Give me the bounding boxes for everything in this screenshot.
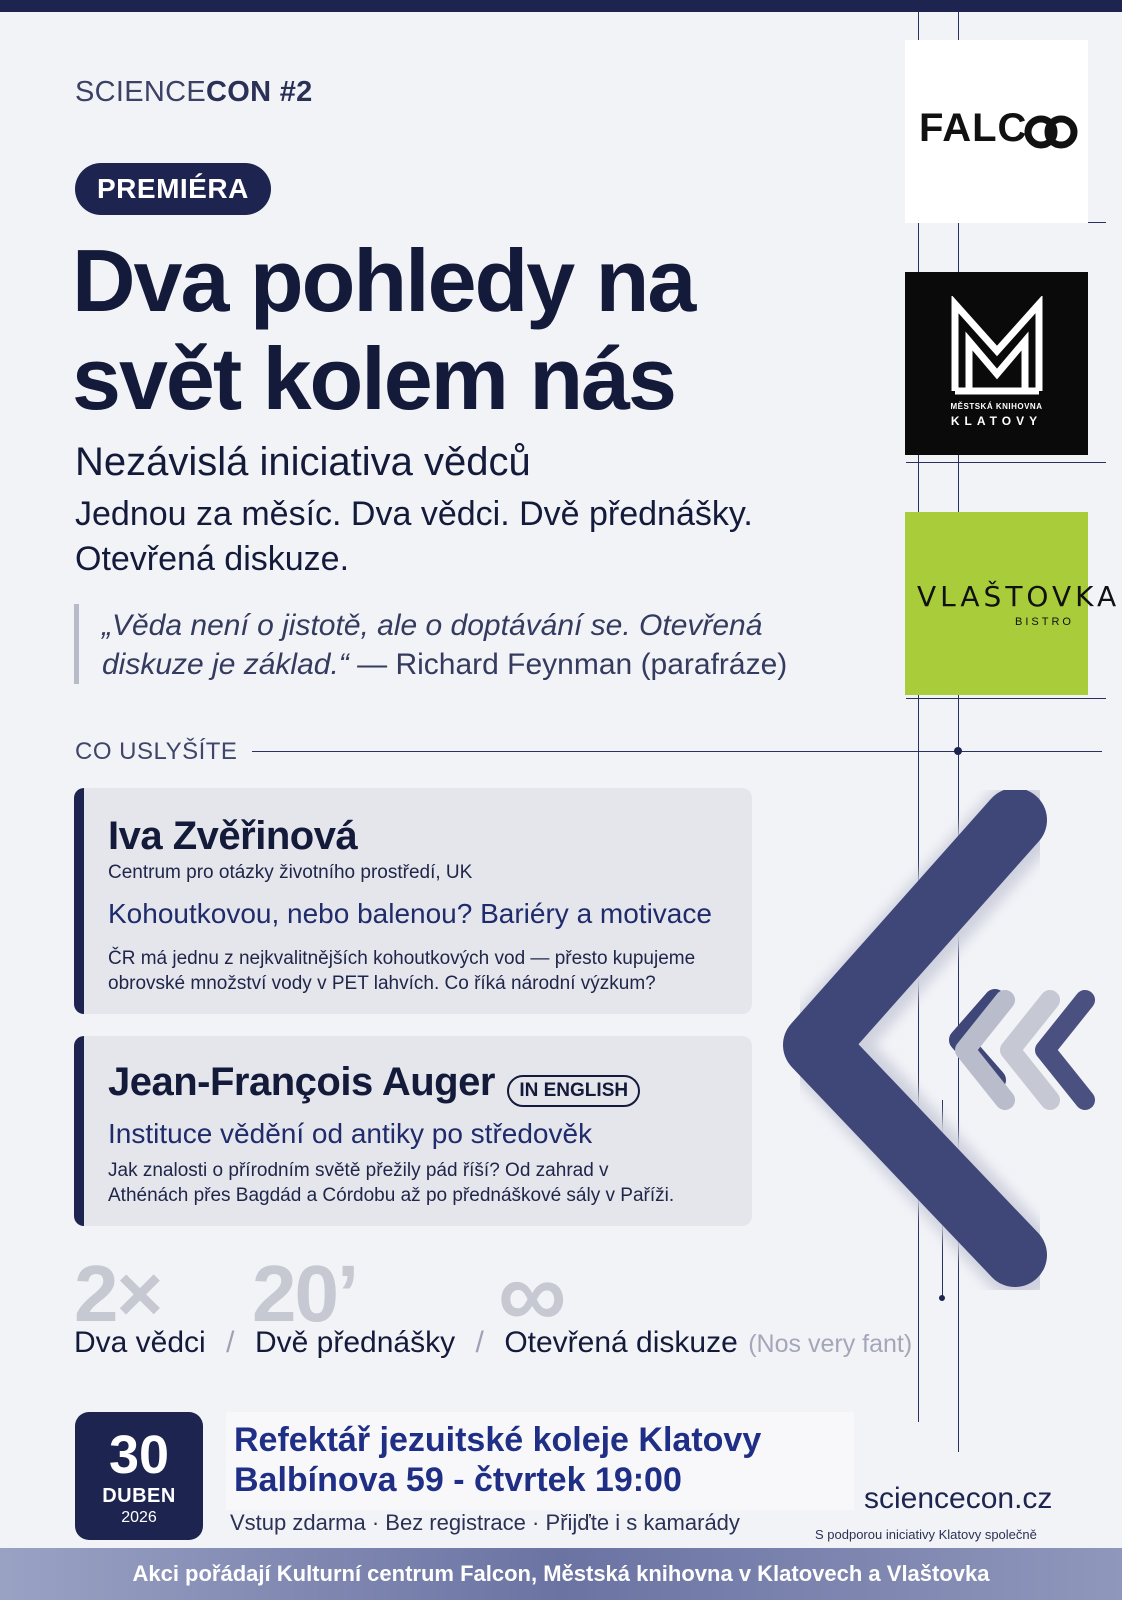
talk-description-line: Athénách přes Bagdád a Córdobu až po přednáškové sály v Paříži. <box>108 1185 675 1206</box>
talk-description-line: Jak znalosti o přírodním světě přežily pád říší? Od zahrad v <box>108 1160 609 1181</box>
venue-address-time: Balbínova 59 - čtvrtek 19:00 <box>234 1461 682 1499</box>
grid-line-horizontal <box>906 698 1106 699</box>
title-line-2: svět kolem nás <box>72 329 675 428</box>
quote-line-2: diskuze je základ.“ <box>102 648 349 681</box>
vlastovka-logo <box>905 512 1121 695</box>
date-day: 30 <box>108 1425 170 1485</box>
stat-talks-figure: 20’ <box>252 1249 358 1338</box>
tagline-line-2: Otevřená diskuze. <box>75 540 350 578</box>
library-logo-city: KLATOVY <box>950 414 1043 428</box>
falcon-logo-text: FALC <box>919 106 1028 150</box>
talk-description-line: obrovské množství vody v PET lahvích. Co říká národní výzkum? <box>108 973 656 994</box>
section-label: CO USLYŠÍTE <box>75 738 238 765</box>
speaker-heading <box>108 1060 640 1107</box>
library-logo-subtitle: MĚSTSKÁ KNIHOVNA <box>950 402 1043 411</box>
premiere-badge: PREMIÉRA <box>75 163 271 215</box>
falcon-link-mark-icon <box>1023 112 1079 152</box>
stat-scientists-figure: 2× <box>74 1249 162 1338</box>
vlastovka-logo-name: VLAŠTOVKA <box>917 580 1121 613</box>
speaker-name: Jean-François Auger <box>108 1060 495 1104</box>
language-badge: IN ENGLISH <box>507 1075 640 1107</box>
library-logo <box>905 272 1088 455</box>
double-chevron-left-icon <box>950 985 1100 1120</box>
quote <box>102 606 822 684</box>
vlastovka-logo-sub: BISTRO <box>1015 616 1074 628</box>
series-name-light: SCIENCE <box>75 76 207 108</box>
stat-note: (Nos very fant) <box>748 1330 913 1358</box>
stat-separator: / <box>226 1326 235 1359</box>
quote-line-1: „Věda není o jistotě, ale o doptávání se. Otevřená <box>102 609 763 642</box>
grid-line-horizontal <box>906 462 1106 463</box>
stat-label: Dvě přednášky <box>254 1326 456 1359</box>
grid-line-horizontal <box>252 751 1102 752</box>
quote-bar <box>74 604 79 684</box>
entry-info: Vstup zdarma · Bez registrace · Přijďte i s kamarády <box>230 1510 740 1535</box>
title-line-1: Dva pohledy na <box>72 231 695 330</box>
speaker-affiliation: Centrum pro otázky životního prostředí, UK <box>108 862 473 883</box>
talk-description-line: ČR má jednu z nejkvalitnějších kohoutkových vod — přesto kupujeme <box>108 948 696 969</box>
falcon-logo <box>905 40 1088 223</box>
date-month: DUBEN <box>102 1485 176 1507</box>
support-note: S podporou iniciativy Klatovy společně <box>815 1527 1037 1542</box>
venue-box <box>226 1412 854 1510</box>
stat-label: Dva vědci <box>74 1326 206 1359</box>
tagline <box>75 492 835 582</box>
stats-labels <box>74 1326 912 1360</box>
series-name-bold: CON #2 <box>206 76 313 108</box>
speaker-card <box>74 1036 752 1226</box>
organizers-footer: Akci pořádají Kulturní centrum Falcon, Městská knihovna v Klatovech a Vlaštovka <box>0 1548 1122 1600</box>
page-subtitle: Nezávislá iniciativa vědců <box>75 440 531 484</box>
grid-dot <box>939 1295 945 1301</box>
date-badge <box>75 1412 203 1540</box>
speaker-name: Iva Zvěřinová <box>108 814 358 858</box>
venue-name: Refektář jezuitské koleje Klatovy <box>234 1421 762 1459</box>
stat-label: Otevřená diskuze <box>504 1326 738 1359</box>
talk-title: Instituce vědění od antiky po středověk <box>108 1118 593 1149</box>
talk-description <box>108 946 748 996</box>
top-accent-bar <box>0 0 1122 12</box>
speaker-card <box>74 788 752 1014</box>
date-year: 2026 <box>121 1509 157 1526</box>
library-m-mark-icon <box>947 296 1047 396</box>
tagline-line-1: Jednou za měsíc. Dva vědci. Dvě přednášky. <box>75 495 753 533</box>
talk-description <box>108 1158 748 1208</box>
page-title <box>72 232 832 428</box>
website-link[interactable]: sciencecon.cz <box>864 1482 1053 1515</box>
stat-separator: / <box>475 1326 484 1359</box>
quote-attribution: — Richard Feynman (parafráze) <box>348 648 788 681</box>
infinity-icon: ∞ <box>498 1241 565 1348</box>
talk-title: Kohoutkovou, nebo balenou? Bariéry a motivace <box>108 898 712 929</box>
series-name <box>75 76 313 109</box>
grid-dot <box>954 747 962 755</box>
